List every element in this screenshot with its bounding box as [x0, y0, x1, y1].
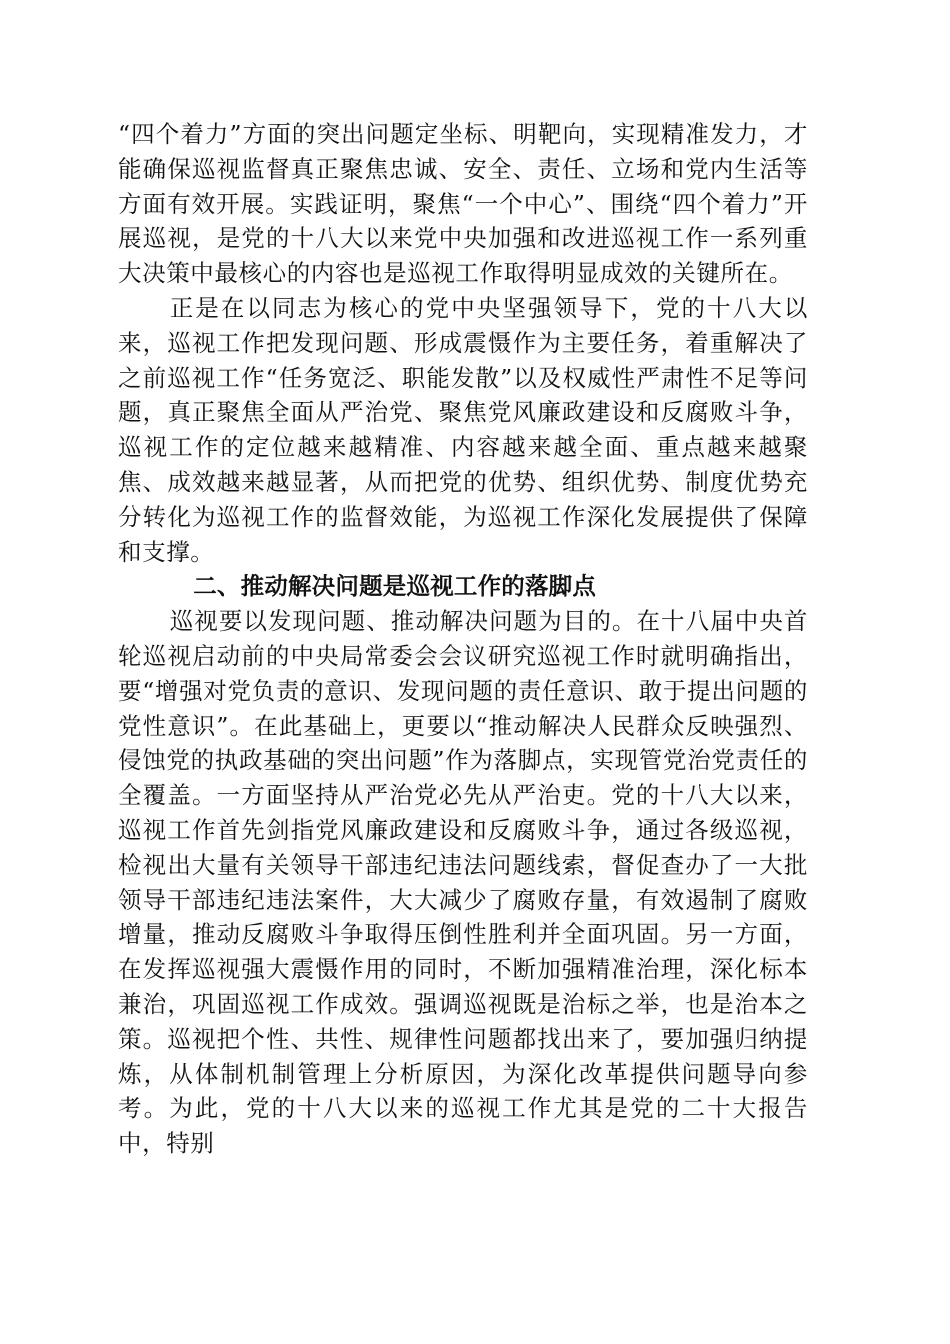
section-heading: 二、推动解决问题是巡视工作的落脚点 — [193, 572, 597, 601]
paragraph-leadership: 正是在以同志为核心的党中央坚强领导下，党的十八大以来，巡视工作把发现问题、形成震慑作为主要任务，着重解决了之前巡视工作“任务宽泛、职能发散”以及权威性严肃性不足等问题，真正聚焦全面从严治党、聚焦党风廉政建设和反腐败斗争，巡视工作的定位越来越精准、内容越来越全面、重点越来越聚焦、成效越来越显著，从而把党的优势、组织优势、制度优势充分转化为巡视工作的监督效能，为巡视工作深化发展提供了保障和支撑。 — [118, 293, 808, 566]
paragraph-inspection-purpose: 巡视要以发现问题、推动解决问题为目的。在十八届中央首轮巡视启动前的中央局常委会会议研究巡视工作时就明确指出，要“增强对党负责的意识、发现问题的责任意识、敢于提出问题的党性意识”。在此基础上，更要以“推动解决人民群众反映强烈、侵蚀党的执政基础的突出问题”作为落脚点，实现管党治党责任的全覆盖。一方面坚持从严治党必先从严治吏。党的十八大以来，巡视工作首先剑指党风廉政建设和反腐败斗争，通过各级巡视，检视出大量有关领导干部违纪违法问题线索，督促查办了一大批领导干部违纪违法案件，大大减少了腐败存量，有效遏制了腐败增量，推动反腐败斗争取得压倒性胜利并全面巩固。另一方面，在发挥巡视强大震慑作用的同时，不断加强精准治理，深化标本兼治，巩固巡视工作成效。强调巡视既是治标之举，也是治本之策。巡视把个性、共性、规律性问题都找出来了，要加强归纳提炼，从体制机制管理上分析原因，为深化改革提供问题导向参考。为此，党的十八大以来的巡视工作尤其是党的二十大报告中，特别 — [118, 607, 808, 1158]
paragraph-continuation: “四个着力”方面的突出问题定坐标、明靶向，实现精准发力，才能确保巡视监督真正聚焦忠诚、安全、责任、立场和党内生活等方面有效开展。实践证明，聚焦“一个中心”、围绕“四个着力”开展巡视，是党的十八大以来党中央加强和改进巡视工作一系列重大决策中最核心的内容也是巡视工作取得明显成效的关键所在。 — [118, 120, 808, 288]
document-body — [118, 117, 808, 1161]
